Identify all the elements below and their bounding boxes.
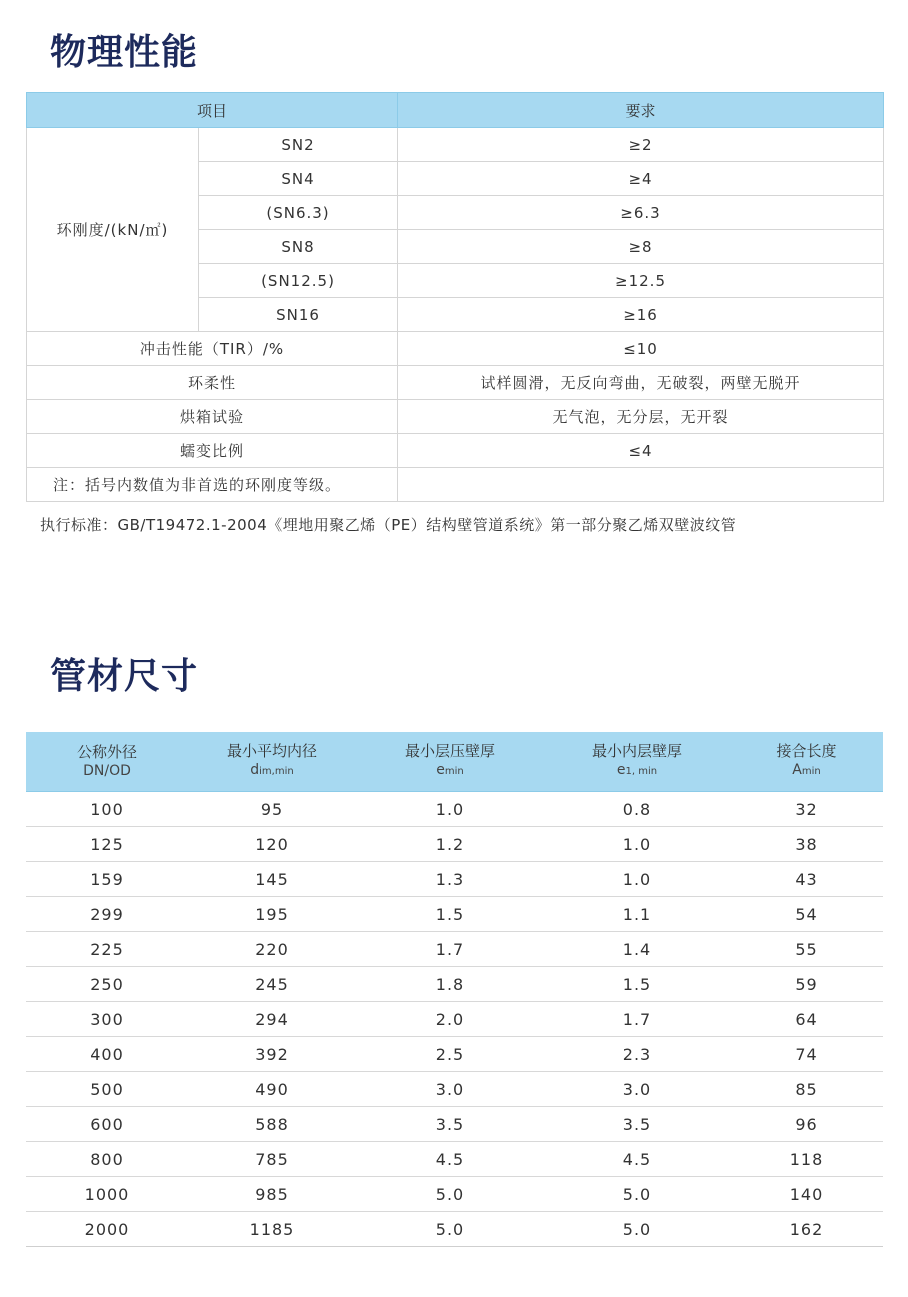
inner-diameter-cell: 294: [188, 1002, 356, 1037]
table-row: [26, 967, 883, 1002]
dims-header-row: [26, 732, 883, 792]
stiffness-grade: SN2: [199, 128, 398, 162]
nominal-diameter-cell: 299: [26, 897, 188, 932]
col-header-nominal-diameter: [26, 732, 188, 792]
stiffness-grade: (SN6.3): [199, 196, 398, 230]
joint-length-cell: 54: [730, 897, 883, 932]
col-header-laminated-thickness: [356, 732, 544, 792]
joint-length-cell: 140: [730, 1177, 883, 1212]
col-header-inner-wall-thickness: [544, 732, 730, 792]
laminated-thickness-cell: 1.7: [356, 932, 544, 967]
ring-stiffness-label: 环刚度/(kN/㎡): [27, 128, 199, 332]
physical-properties-table: [26, 92, 884, 502]
table-row: [26, 1037, 883, 1072]
nominal-diameter-cell: 300: [26, 1002, 188, 1037]
nominal-diameter-cell: 159: [26, 862, 188, 897]
table-row: [26, 862, 883, 897]
inner-wall-thickness-cell: 1.0: [544, 862, 730, 897]
col-header-name: 最小平均内径: [226, 742, 317, 760]
joint-length-cell: 85: [730, 1072, 883, 1107]
inner-wall-thickness-cell: 1.1: [544, 897, 730, 932]
laminated-thickness-cell: 1.5: [356, 897, 544, 932]
inner-wall-thickness-cell: 3.5: [544, 1107, 730, 1142]
laminated-thickness-cell: 2.0: [356, 1002, 544, 1037]
nominal-diameter-cell: 1000: [26, 1177, 188, 1212]
inner-diameter-cell: 220: [188, 932, 356, 967]
stiffness-requirement: ≥6.3: [398, 196, 884, 230]
table-row: [27, 366, 884, 400]
pipe-dimensions-title: 管材尺寸: [50, 656, 199, 697]
nominal-diameter-cell: 2000: [26, 1212, 188, 1247]
stiffness-grade: (SN12.5): [199, 264, 398, 298]
laminated-thickness-cell: 2.5: [356, 1037, 544, 1072]
stiffness-requirement: ≥16: [398, 298, 884, 332]
stiffness-requirement: ≥4: [398, 162, 884, 196]
inner-diameter-cell: 985: [188, 1177, 356, 1212]
inner-diameter-cell: 245: [188, 967, 356, 1002]
stiffness-requirement: ≥2: [398, 128, 884, 162]
inner-wall-thickness-cell: 1.4: [544, 932, 730, 967]
stiffness-grade: SN8: [199, 230, 398, 264]
stiffness-grade: SN4: [199, 162, 398, 196]
physical-properties-title: 物理性能: [50, 32, 199, 73]
table-row: [27, 400, 884, 434]
property-requirement: ≤10: [398, 332, 884, 366]
property-item: 蠕变比例: [27, 434, 398, 468]
nominal-diameter-cell: 800: [26, 1142, 188, 1177]
table-row: [26, 932, 883, 967]
table-row: [26, 1142, 883, 1177]
col-header-symbol: DN/OD: [83, 762, 131, 779]
laminated-thickness-cell: 1.0: [356, 792, 544, 827]
col-header-symbol: dim,min: [250, 762, 294, 778]
stiffness-requirement: ≥12.5: [398, 264, 884, 298]
inner-wall-thickness-cell: 2.3: [544, 1037, 730, 1072]
table-note: 注：括号内数值为非首选的环刚度等级。: [27, 468, 398, 502]
joint-length-cell: 96: [730, 1107, 883, 1142]
joint-length-cell: 38: [730, 827, 883, 862]
laminated-thickness-cell: 1.3: [356, 862, 544, 897]
inner-diameter-cell: 392: [188, 1037, 356, 1072]
dims-body: [26, 792, 883, 1247]
table-row: [26, 897, 883, 932]
inner-diameter-cell: 785: [188, 1142, 356, 1177]
nominal-diameter-cell: 600: [26, 1107, 188, 1142]
table-row: [26, 1107, 883, 1142]
col-header-name: 公称外径: [76, 742, 137, 761]
laminated-thickness-cell: 1.8: [356, 967, 544, 1002]
inner-diameter-cell: 195: [188, 897, 356, 932]
inner-wall-thickness-cell: 1.5: [544, 967, 730, 1002]
table-row: [26, 1072, 883, 1107]
inner-diameter-cell: 1185: [188, 1212, 356, 1247]
property-item: 烘箱试验: [27, 400, 398, 434]
laminated-thickness-cell: 4.5: [356, 1142, 544, 1177]
col-header-symbol: Amin: [792, 762, 821, 778]
inner-diameter-cell: 95: [188, 792, 356, 827]
table-row: [27, 468, 884, 502]
table-row: [26, 792, 883, 827]
inner-diameter-cell: 145: [188, 862, 356, 897]
inner-wall-thickness-cell: 5.0: [544, 1212, 730, 1247]
joint-length-cell: 118: [730, 1142, 883, 1177]
inner-diameter-cell: 588: [188, 1107, 356, 1142]
table-row: [26, 827, 883, 862]
standard-reference: 执行标准：GB/T19472.1-2004《埋地用聚乙烯（PE）结构壁管道系统》第一部分聚乙烯双壁波纹管: [40, 516, 737, 534]
inner-diameter-cell: 490: [188, 1072, 356, 1107]
pipe-dimensions-table: [26, 732, 883, 1247]
nominal-diameter-cell: 500: [26, 1072, 188, 1107]
inner-wall-thickness-cell: 1.0: [544, 827, 730, 862]
property-item: 环柔性: [27, 366, 398, 400]
property-requirement: 试样圆滑，无反向弯曲，无破裂，两壁无脱开: [398, 366, 884, 400]
col-header-name: 接合长度: [776, 742, 837, 760]
nominal-diameter-cell: 400: [26, 1037, 188, 1072]
property-requirement: 无气泡，无分层，无开裂: [398, 400, 884, 434]
header-item: 项目: [27, 93, 398, 128]
inner-wall-thickness-cell: 5.0: [544, 1177, 730, 1212]
laminated-thickness-cell: 1.2: [356, 827, 544, 862]
laminated-thickness-cell: 5.0: [356, 1212, 544, 1247]
table-row: [27, 434, 884, 468]
inner-wall-thickness-cell: 0.8: [544, 792, 730, 827]
nominal-diameter-cell: 250: [26, 967, 188, 1002]
table-row: [27, 332, 884, 366]
table-note-empty: [398, 468, 884, 502]
property-requirement: ≤4: [398, 434, 884, 468]
joint-length-cell: 64: [730, 1002, 883, 1037]
joint-length-cell: 59: [730, 967, 883, 1002]
inner-diameter-cell: 120: [188, 827, 356, 862]
stiffness-grade: SN16: [199, 298, 398, 332]
col-header-symbol: emin: [436, 762, 464, 778]
col-header-joint-length: [730, 732, 883, 792]
col-header-name: 最小层压壁厚: [404, 742, 495, 760]
joint-length-cell: 162: [730, 1212, 883, 1247]
stiffness-requirement: ≥8: [398, 230, 884, 264]
table-row: [26, 1002, 883, 1037]
table-row: [26, 1212, 883, 1247]
col-header-symbol: e1, min: [616, 762, 658, 778]
inner-wall-thickness-cell: 4.5: [544, 1142, 730, 1177]
nominal-diameter-cell: 125: [26, 827, 188, 862]
nominal-diameter-cell: 225: [26, 932, 188, 967]
col-header-inner-diameter: [188, 732, 356, 792]
nominal-diameter-cell: 100: [26, 792, 188, 827]
joint-length-cell: 32: [730, 792, 883, 827]
joint-length-cell: 43: [730, 862, 883, 897]
col-header-name: 最小内层壁厚: [591, 742, 682, 760]
header-requirement: 要求: [398, 93, 884, 128]
inner-wall-thickness-cell: 3.0: [544, 1072, 730, 1107]
laminated-thickness-cell: 3.0: [356, 1072, 544, 1107]
table-row: [27, 128, 884, 162]
laminated-thickness-cell: 5.0: [356, 1177, 544, 1212]
props-header-row: [27, 93, 884, 128]
laminated-thickness-cell: 3.5: [356, 1107, 544, 1142]
joint-length-cell: 55: [730, 932, 883, 967]
joint-length-cell: 74: [730, 1037, 883, 1072]
inner-wall-thickness-cell: 1.7: [544, 1002, 730, 1037]
property-item: 冲击性能（TIR）/%: [27, 332, 398, 366]
table-row: [26, 1177, 883, 1212]
